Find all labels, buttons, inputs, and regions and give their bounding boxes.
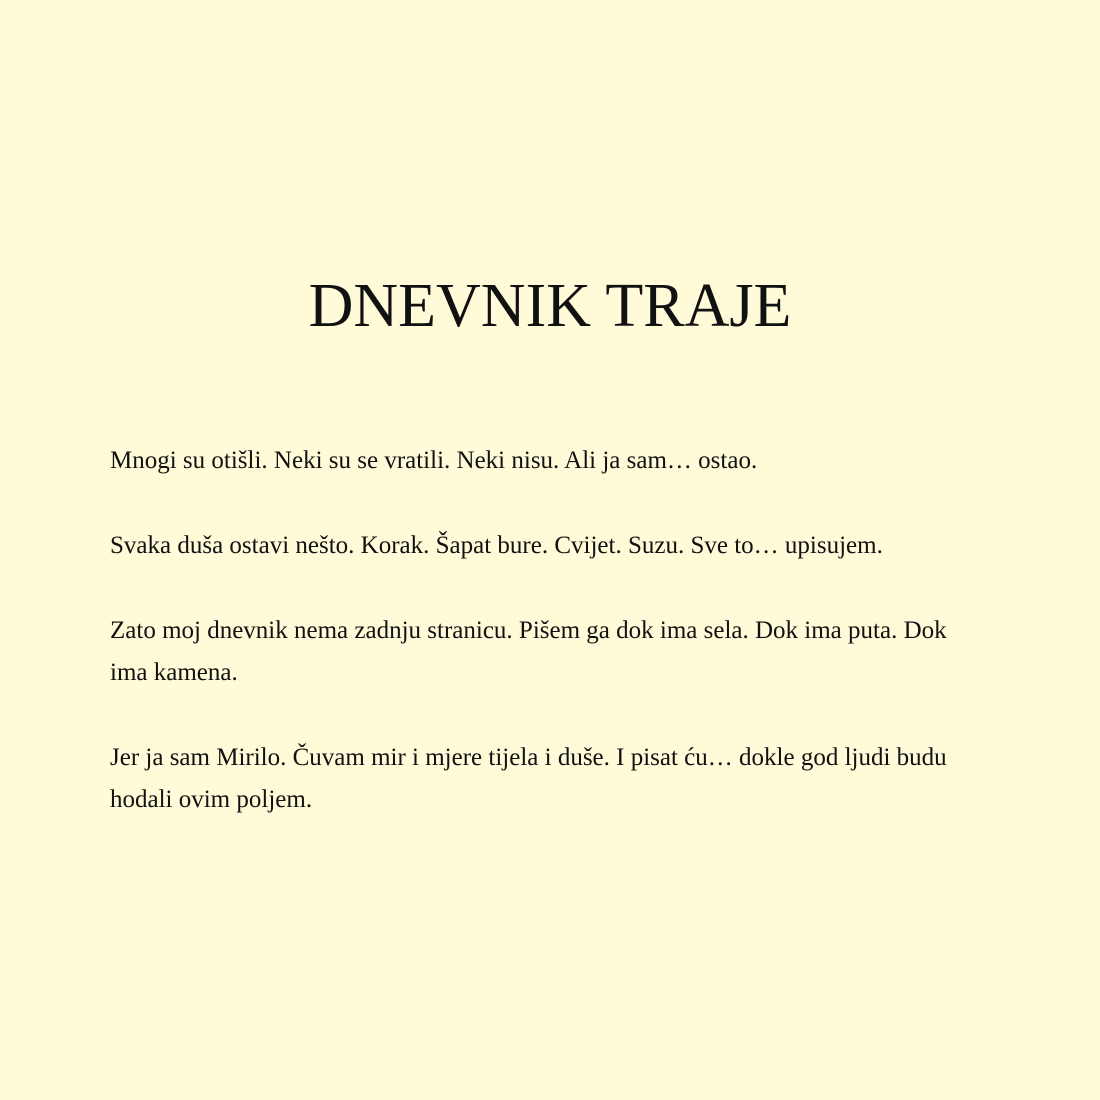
paragraph-2: Svaka duša ostavi nešto. Korak. Šapat bure. Cvijet. Suzu. Sve to… upisujem. bbox=[110, 532, 883, 559]
page-title: DNEVNIK TRAJE bbox=[308, 272, 792, 340]
paragraph-3: Zato moj dnevnik nema zadnju stranicu. Pišem ga dok ima sela. Dok ima puta. Dok ima kamena. bbox=[110, 617, 947, 686]
document-body bbox=[110, 440, 990, 864]
paragraph-4: Jer ja sam Mirilo. Čuvam mir i mjere tijela i duše. I pisat ću… dokle god ljudi budu hodali ovim poljem. bbox=[110, 744, 947, 813]
paragraph-1: Mnogi su otišli. Neki su se vratili. Neki nisu. Ali ja sam… ostao. bbox=[110, 447, 758, 474]
